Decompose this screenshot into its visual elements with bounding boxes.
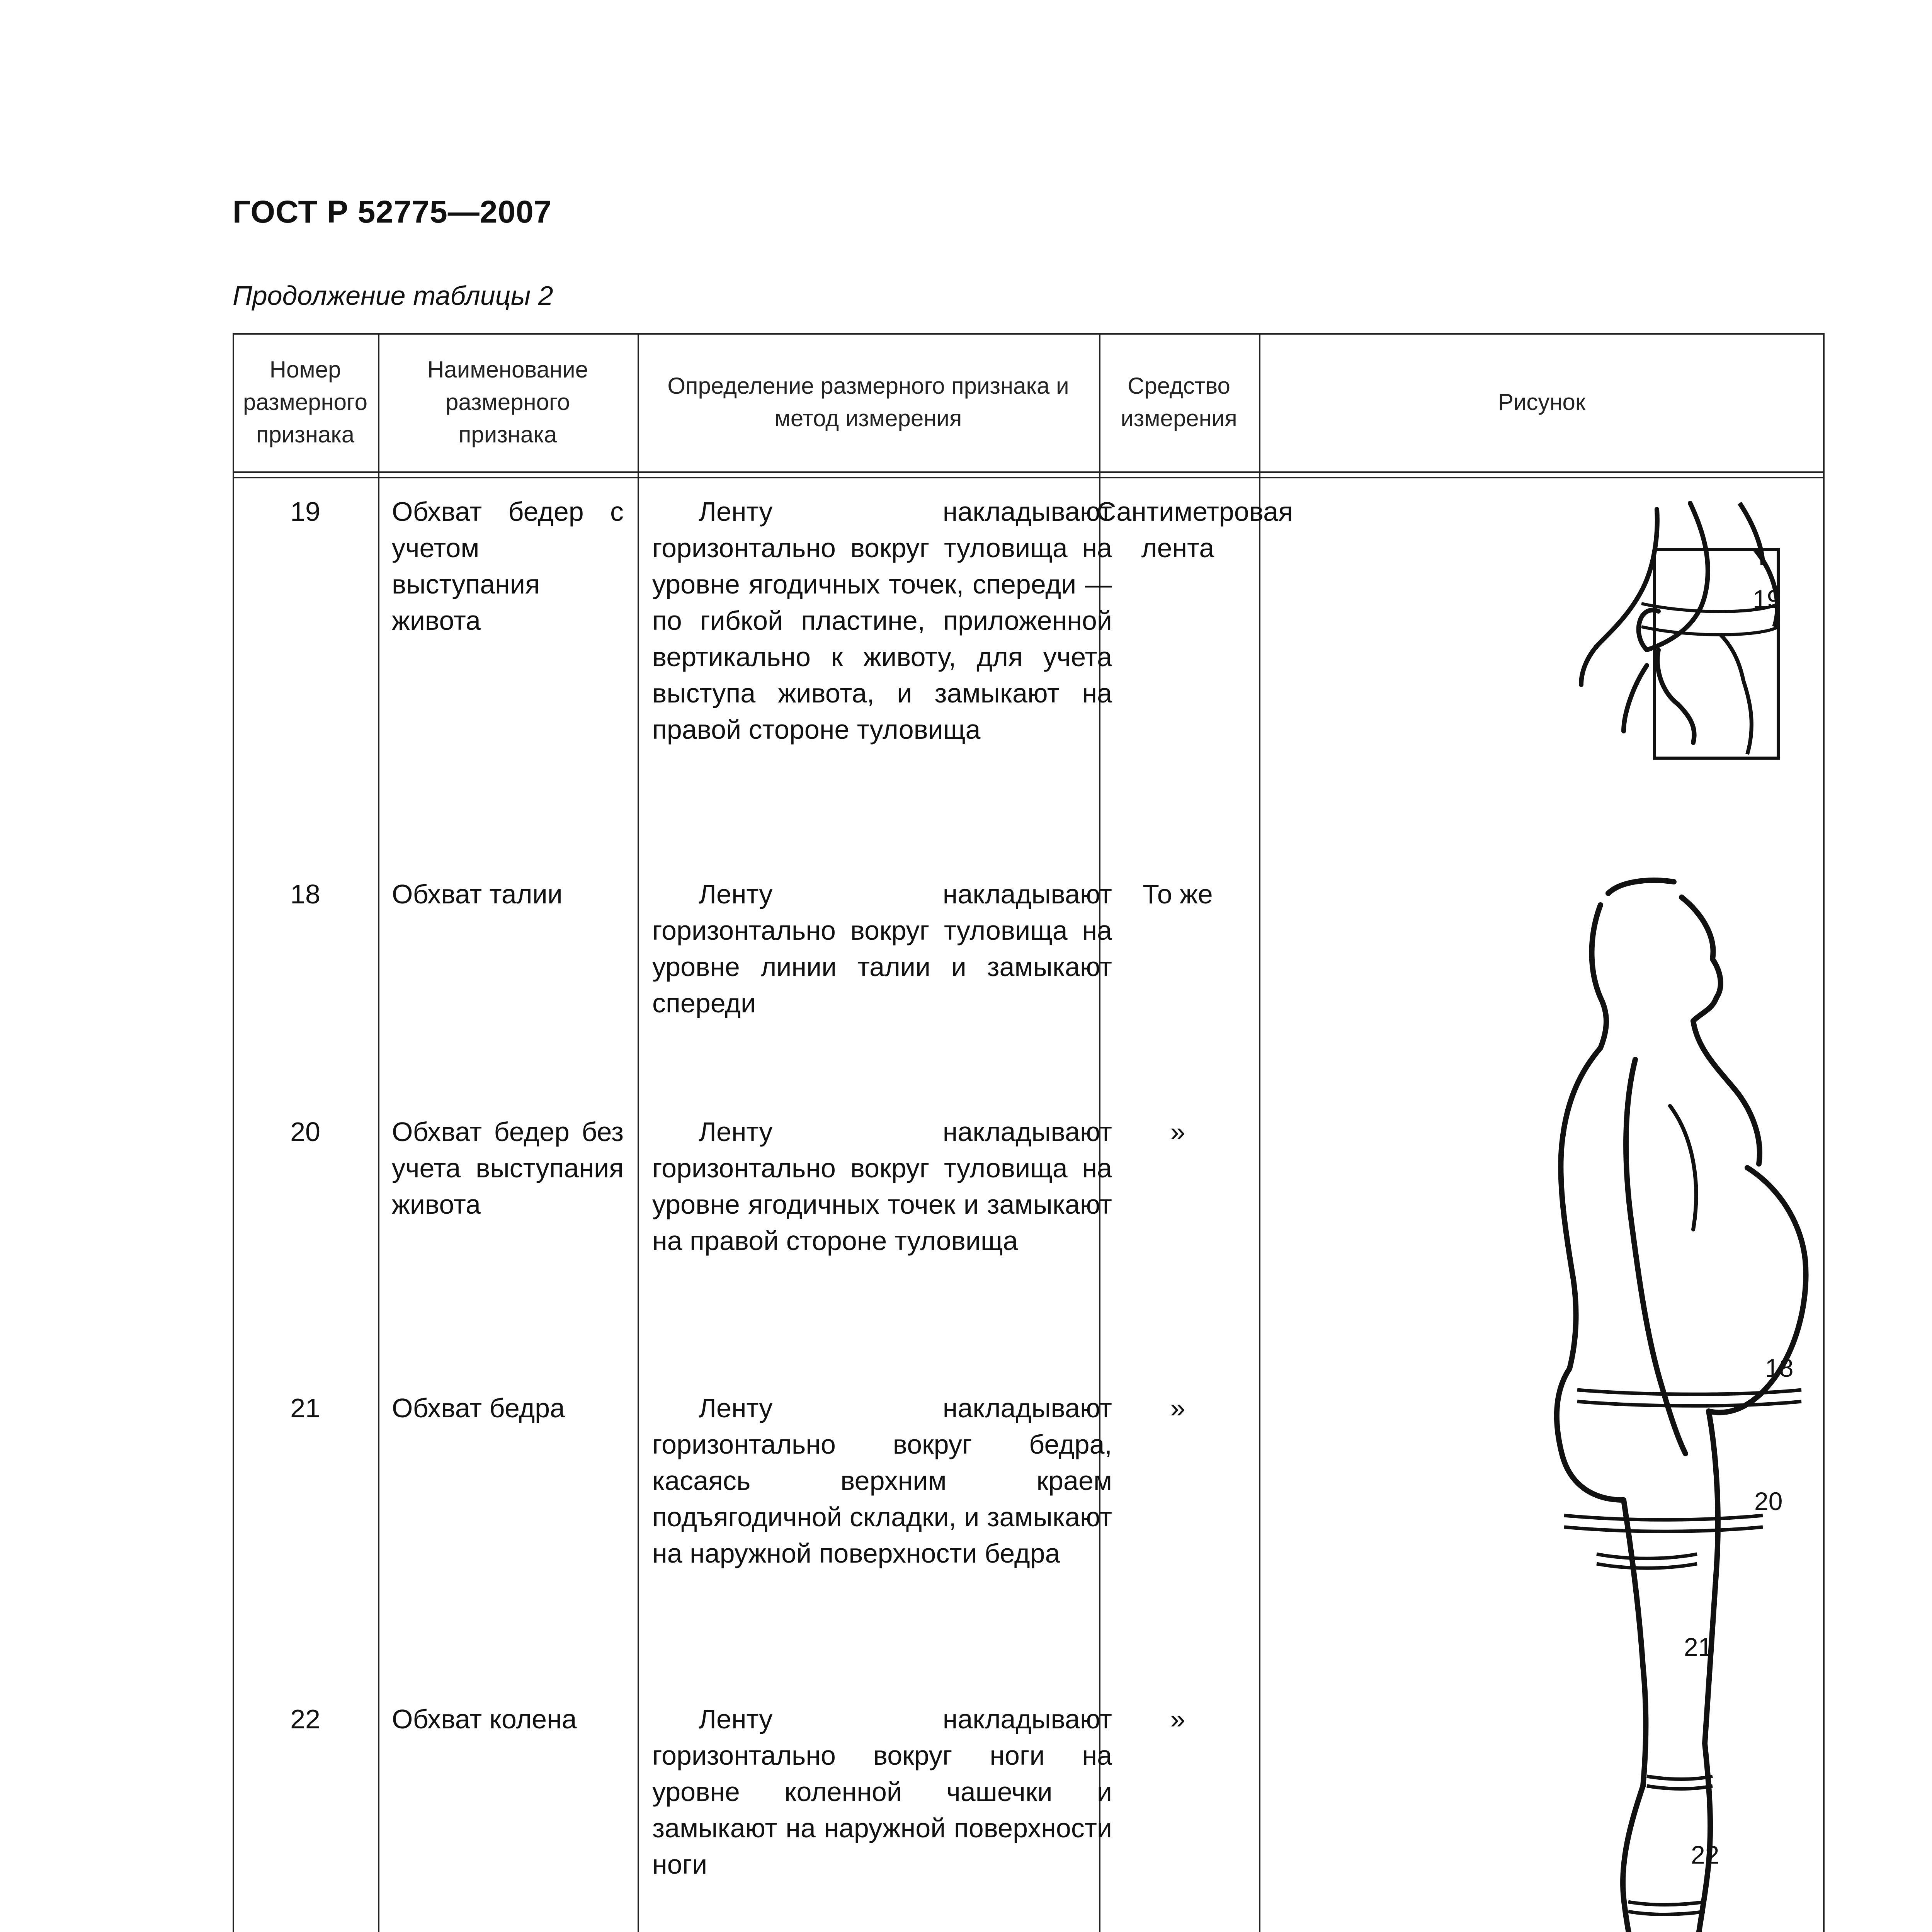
column-header-tool: Средство измерения [1121,373,1237,431]
row-number: 20 [290,1117,320,1147]
body-label-thigh: 21 [1684,1633,1713,1661]
row-name: Обхват талии [392,879,563,909]
row-tool: » [1170,1393,1185,1423]
body-label-knee: 22 [1691,1840,1719,1869]
document-header: ГОСТ Р 52775—2007 [233,194,552,230]
measurement-table [233,333,1825,1932]
column-header-figure: Рисунок [1498,389,1586,415]
row-definition: Ленту накладывают горизонтально вокруг туловища на уровне линии талии и замыкают спереди [652,879,1112,1018]
row-tool: То же [1143,879,1213,909]
row-tool: » [1170,1117,1185,1147]
row-name: Обхват бедра [392,1393,565,1423]
row-definition: Ленту накладывают горизонтально вокруг туловища на уровне ягодичных точек и замыкают на правой стороне туловища [652,1117,1112,1256]
body-label-hips: 20 [1754,1487,1783,1515]
column-divider [378,333,379,1932]
row-number: 18 [290,879,320,909]
row-name: Обхват колена [392,1704,577,1734]
row-number: 21 [290,1393,320,1423]
row-definition: Ленту накладывают горизонтально вокруг бедра, касаясь верхним краем подъягодичной складки, и замыкают на наружной поверхности бедра [652,1393,1112,1568]
column-header-number: Номер размерного признака [243,357,367,447]
column-divider [638,333,639,1932]
row-name: Обхват бедер с учетом выступания живота [392,497,624,636]
ankle-foot-figure [1260,333,1825,1932]
body-label-waist: 18 [1765,1354,1794,1382]
column-header-name: Наименование размерного признака [427,357,588,447]
row-number: 19 [290,497,320,527]
row-tool: » [1170,1704,1185,1734]
row-tool: Сантиметровая лента [1097,497,1293,563]
table-continuation-caption: Продолжение таблицы 2 [233,281,553,311]
row-name: Обхват бедер без учета выступания живота [392,1117,624,1219]
row-number: 22 [290,1704,320,1734]
torso-measurement-label: 19 [1753,585,1781,613]
figure-column [1260,333,1825,1932]
row-definition: Ленту накладывают горизонтально вокруг туловища на уровне ягодичных точек, спереди — по гибкой пластине, приложенной вертикально к животу, для учета выступа живота, и замыкают на правой стороне туловища [652,497,1112,745]
row-definition: Ленту накладывают горизонтально вокруг ноги на уровне коленной чашечки и замыкают на наружной поверхности ноги [652,1704,1112,1879]
column-header-definition: Определение размерного признака и метод измерения [667,373,1069,431]
